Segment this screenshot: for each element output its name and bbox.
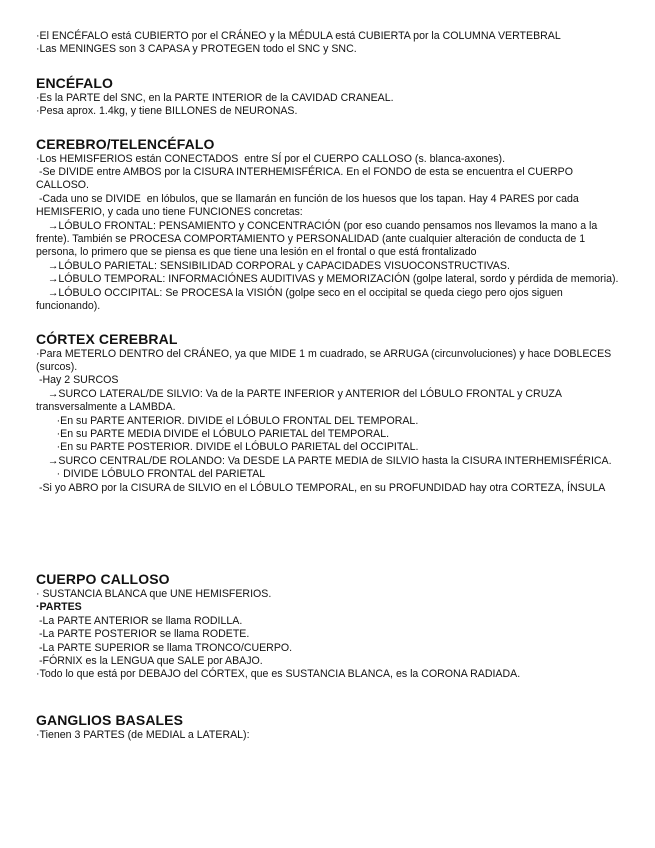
paragraph-line: -La PARTE POSTERIOR se llama RODETE. bbox=[36, 628, 250, 641]
paragraph-line: →LÓBULO FRONTAL: PENSAMIENTO y CONCENTRACIÓN (por eso cuando pensamos nos llevamos la mano a la frente). También se PROCESA COMPORTAMIENTO y PERSONALIDAD (ante cualquier alteración de conducta de 1 persona, lo primero que se piensa es que tiene una lesión en el frontal o que está frontalizado bbox=[36, 219, 601, 259]
paragraph-line: ·Tienen 3 PARTES (de MEDIAL a LATERAL): bbox=[36, 728, 250, 741]
cuerpo-calloso-section bbox=[36, 571, 626, 682]
paragraph-line: ·En su PARTE ANTERIOR. DIVIDE el LÓBULO FRONTAL DEL TEMPORAL. bbox=[36, 414, 419, 427]
section-heading: CUERPO CALLOSO bbox=[36, 570, 170, 587]
paragraph-line: · DIVIDE LÓBULO FRONTAL del PARIETAL bbox=[36, 468, 266, 481]
paragraph-line: ·Es la PARTE del SNC, en la PARTE INTERIOR de la CAVIDAD CRANEAL. bbox=[36, 91, 394, 104]
paragraph-line: ·Pesa aprox. 1.4kg, y tiene BILLONES de NEURONAS. bbox=[36, 105, 298, 118]
cortex-section bbox=[36, 331, 626, 495]
intro-line: ·El ENCÉFALO está CUBIERTO por el CRÁNEO y la MÉDULA está CUBIERTA por la COLUMNA VERTEBRAL bbox=[36, 30, 561, 42]
partes-label: ·PARTES bbox=[36, 601, 82, 614]
encefalo-section bbox=[36, 75, 626, 119]
paragraph-line: -La PARTE ANTERIOR se llama RODILLA. bbox=[36, 614, 243, 627]
paragraph-line: ·En su PARTE POSTERIOR. DIVIDE el LÓBULO PARIETAL del OCCIPITAL. bbox=[36, 441, 419, 454]
document-page bbox=[36, 30, 626, 742]
paragraph-line: ·En su PARTE MEDIA DIVIDE el LÓBULO PARIETAL del TEMPORAL. bbox=[36, 427, 390, 440]
paragraph-line: ·Para METERLO DENTRO del CRÁNEO, ya que MIDE 1 m cuadrado, se ARRUGA (circunvoluciones) y hace DOBLECES (surcos). bbox=[36, 347, 615, 373]
paragraph-line: -FÓRNIX es la LENGUA que SALE por ABAJO. bbox=[36, 655, 263, 667]
intro-section bbox=[36, 30, 626, 57]
paragraph-line: →LÓBULO PARIETAL: SENSIBILIDAD CORPORAL y CAPACIDADES VISUOCONSTRUCTIVAS. bbox=[36, 259, 510, 272]
paragraph-line: -Se DIVIDE entre AMBOS por la CISURA INTERHEMISFÉRICA. En el FONDO de esta se encuentra el CUERPO CALLOSO. bbox=[36, 166, 576, 192]
intro-line: ·Las MENINGES son 3 CAPASA y PROTEGEN todo el SNC y SNC. bbox=[36, 43, 357, 56]
paragraph-line: -Si yo ABRO por la CISURA de SILVIO en el LÓBULO TEMPORAL, en su PROFUNDIDAD hay otra CORTEZA, ÍNSULA bbox=[36, 481, 606, 494]
paragraph-line: →SURCO LATERAL/DE SILVIO: Va de la PARTE INFERIOR y ANTERIOR del LÓBULO FRONTAL y CRUZA transversalmente a LAMBDA. bbox=[36, 387, 565, 414]
paragraph-line: -La PARTE SUPERIOR se llama TRONCO/CUERPO. bbox=[36, 641, 293, 654]
paragraph-line: →SURCO CENTRAL/DE ROLANDO: Va DESDE LA PARTE MEDIA de SILVIO hasta la CISURA INTERHEMISFÉRICA. bbox=[36, 454, 612, 467]
section-heading: GANGLIOS BASALES bbox=[36, 711, 184, 728]
paragraph-line: ·Los HEMISFERIOS están CONECTADOS entre SÍ por el CUERPO CALLOSO (s. blanca-axones). bbox=[36, 152, 506, 165]
paragraph-line: · SUSTANCIA BLANCA que UNE HEMISFERIOS. bbox=[36, 587, 272, 600]
section-heading: CÓRTEX CEREBRAL bbox=[36, 330, 178, 347]
section-heading: CEREBRO/TELENCÉFALO bbox=[36, 135, 215, 152]
paragraph-line: -Hay 2 SURCOS bbox=[36, 374, 119, 387]
paragraph-line: ·Todo lo que está por DEBAJO del CÓRTEX, que es SUSTANCIA BLANCA, es la CORONA RADIADA. bbox=[36, 668, 521, 681]
cerebro-section bbox=[36, 136, 626, 314]
paragraph-line: -Cada uno se DIVIDE en lóbulos, que se llamarán en función de los huesos que los tapan. Hay 4 PARES por cada HEMISFERIO, y cada uno tiene FUNCIONES concretas: bbox=[36, 192, 582, 219]
section-heading: ENCÉFALO bbox=[36, 74, 114, 91]
paragraph-line: →LÓBULO TEMPORAL: INFORMACIÓNES AUDITIVAS y MEMORIZACIÓN (golpe lateral, sordo y pérdida de memoria). bbox=[36, 273, 619, 286]
ganglios-section bbox=[36, 712, 626, 742]
paragraph-line: →LÓBULO OCCIPITAL: Se PROCESA la VISIÓN (golpe seco en el occipital se queda ciego pero ojos siguen funcionando). bbox=[36, 286, 566, 313]
